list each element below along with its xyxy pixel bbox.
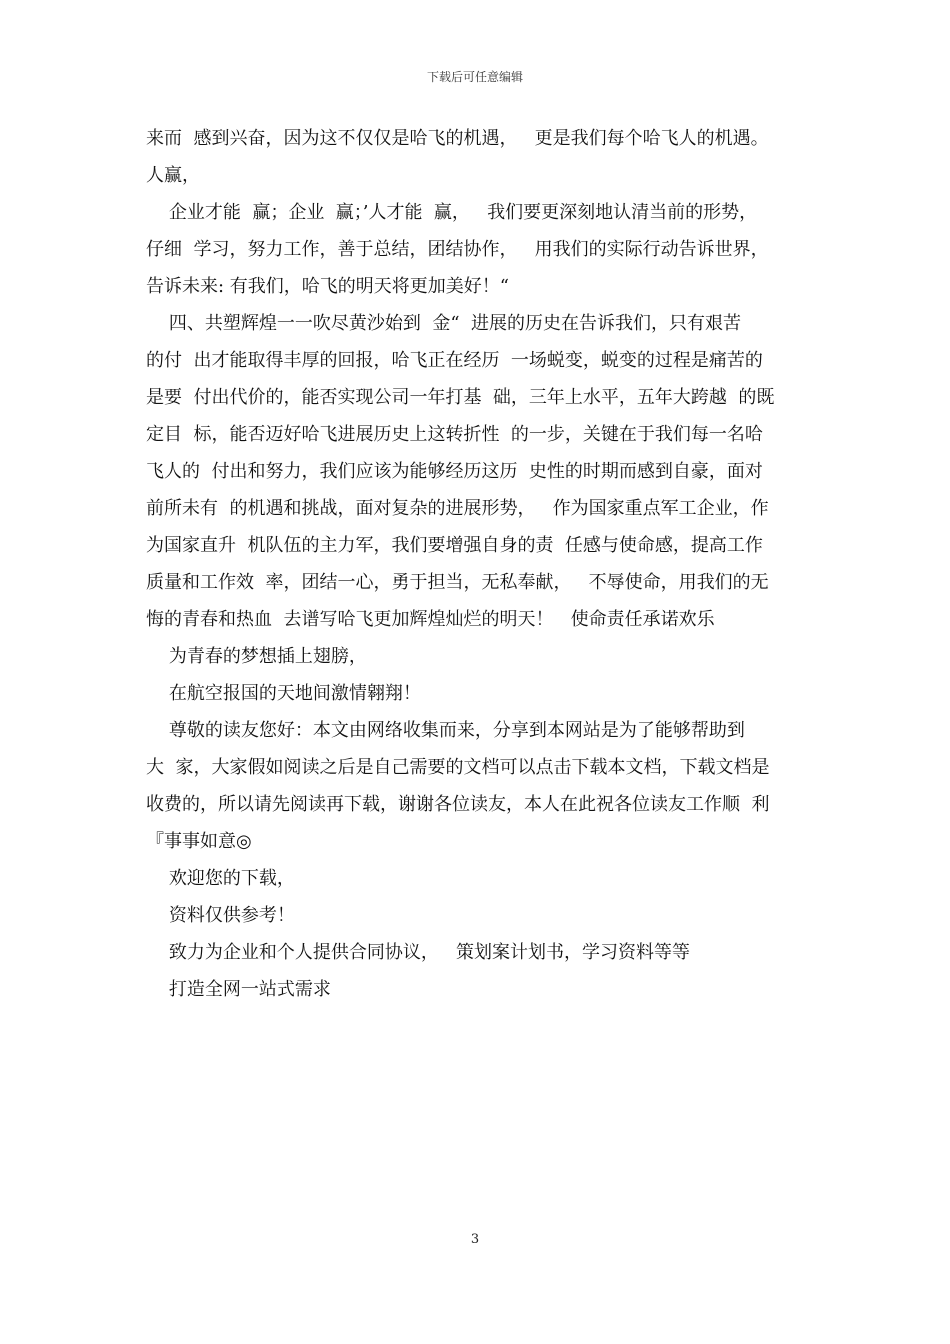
text-line: 为国家直升 机队伍的主力军，我们要增强自身的责 任感与使命感，提高工作 <box>146 535 763 556</box>
text-line: 资料仅供参考！ <box>146 905 295 926</box>
text-line: 质量和工作效 率，团结一心，勇于担当，无私奉献， 不辱使命，用我们的无 <box>146 572 769 593</box>
text-line: 收费的，所以请先阅读再下载，谢谢各位读友，本人在此祝各位读友工作顺 利 <box>146 794 770 815</box>
text-line: 人赢， <box>146 165 200 186</box>
text-line: 四、共塑辉煌一一吹尽黄沙始到 金“ 进展的历史在告诉我们，只有艰苦 <box>146 313 741 334</box>
text-line: 前所未有 的机遇和挑战，面对复杂的进展形势， 作为国家重点军工企业，作 <box>146 498 769 519</box>
text-line: 尊敬的读友您好：本文由网络收集而来，分享到本网站是为了能够帮助到 <box>146 720 745 741</box>
text-line: 是要 付出代价的，能否实现公司一年打基 础，三年上水平，五年大跨越 的既 <box>146 387 775 408</box>
text-line: 打造全网一站式需求 <box>146 979 331 1000</box>
text-line: 定目 标，能否迈好哈飞进展历史上这转折性 的一步，关键在于我们每一名哈 <box>146 424 763 445</box>
text-line: 在航空报国的天地间激情翱翔！ <box>146 683 421 704</box>
text-line: 欢迎您的下载， <box>146 868 295 889</box>
text-line: 企业才能 赢；企业 赢；’人才能 赢， 我们要更深刻地认清当前的形势， <box>146 202 758 223</box>
text-line: 悔的青春和热血 去谱写哈飞更加辉煌灿烂的明天！ 使命责任承诺欢乐 <box>146 609 715 630</box>
document-body <box>146 120 826 1008</box>
text-line: 为青春的梦想插上翅膀， <box>146 646 367 667</box>
text-line: 的付 出才能取得丰厚的回报，哈飞正在经历 一场蜕变，蜕变的过程是痛苦的 <box>146 350 763 371</box>
text-line: 大 家，大家假如阅读之后是自己需要的文档可以点击下载本文档，下载文档是 <box>146 757 770 778</box>
text-line: 来而 感到兴奋，因为这不仅仅是哈飞的机遇， 更是我们每个哈飞人的机遇。 <box>146 128 769 149</box>
text-line: 仔细 学习，努力工作，善于总结，团结协作， 用我们的实际行动告诉世界， <box>146 239 769 260</box>
text-line: 『事事如意◎ <box>146 831 252 852</box>
text-line: 致力为企业和个人提供合同协议， 策划案计划书，学习资料等等 <box>146 942 691 963</box>
page-number: 3 <box>470 1232 480 1247</box>
text-line: 告诉未来: 有我们，哈飞的明天将更加美好！“ <box>146 276 509 297</box>
page-header: 下载后可任意编辑 <box>426 70 523 84</box>
text-line: 飞人的 付出和努力，我们应该为能够经历这历 史性的时期而感到自豪，面对 <box>146 461 763 482</box>
